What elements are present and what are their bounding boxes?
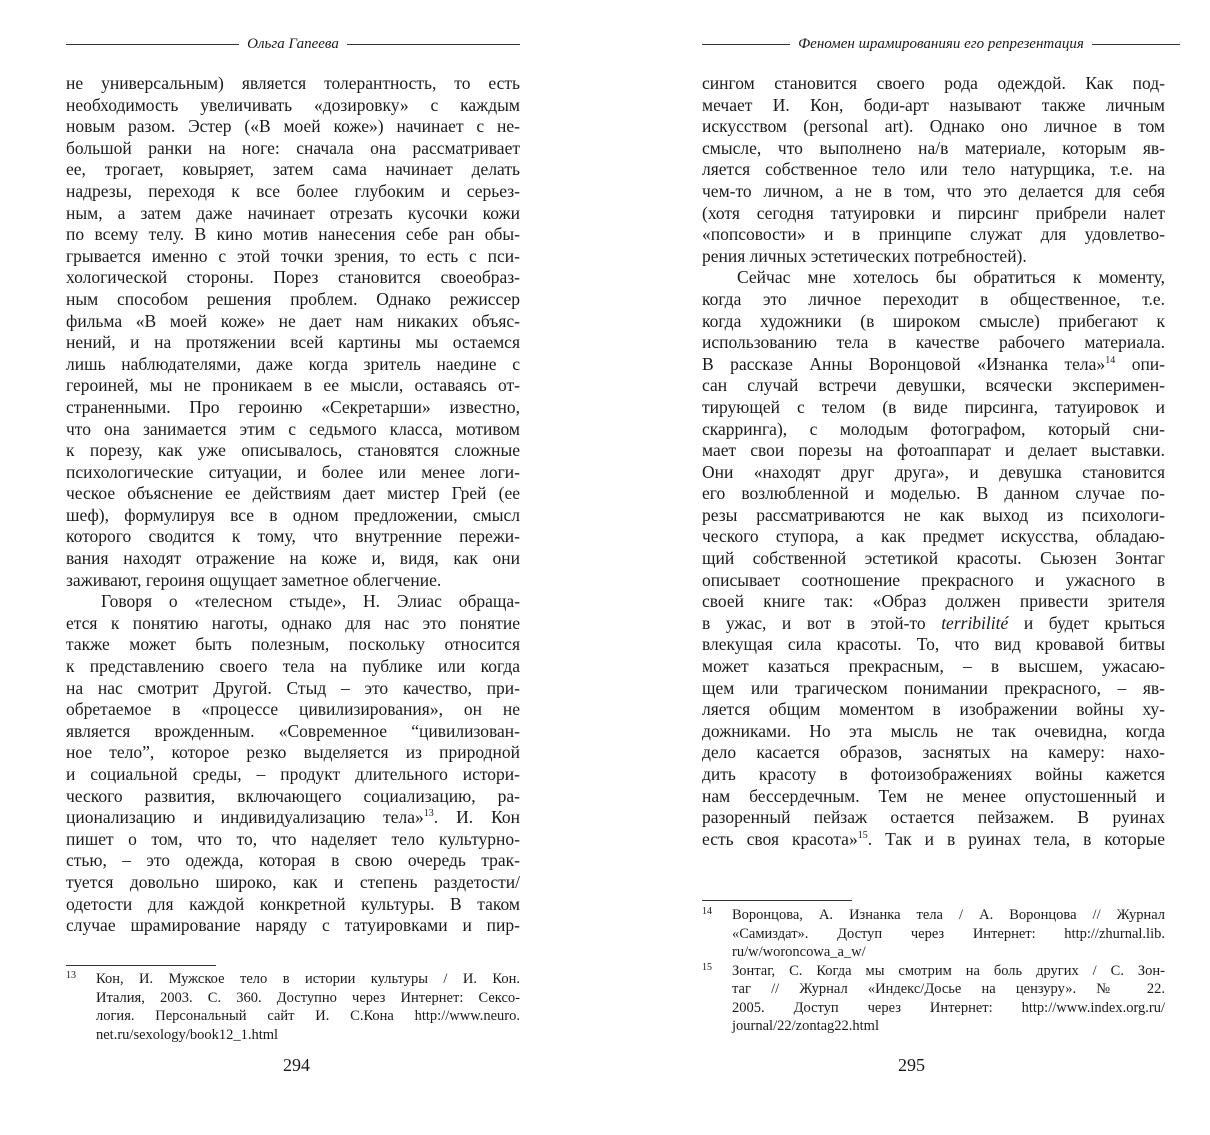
text-line: и социальной среды, – продукт длительного истори- bbox=[66, 764, 520, 784]
text-line: туется довольно широко, как и степень раздетости/ bbox=[66, 871, 520, 892]
text-line: большой ранки на ноге: сначала она рассматривает bbox=[66, 137, 520, 158]
text-line: резы рассматриваются не как выход из психологи- bbox=[702, 504, 1165, 525]
text-line: дить красоту в фотоизображениях войны кажется bbox=[702, 764, 1165, 784]
text-line: психологические ситуации, и более или менее логи- bbox=[66, 461, 520, 482]
footnote-line: таг // Журнал «Индекс/Досье на цензуру». № 22. bbox=[732, 981, 1165, 997]
footnote-text: Воронцова, А. Изнанка тела / А. Воронцова // Журнал bbox=[732, 907, 1165, 923]
footnote-13 bbox=[66, 970, 520, 989]
italic-term: terribilité bbox=[941, 612, 1009, 633]
text-line: тирующей с телом (в виде пирсинга, татуировок и bbox=[702, 396, 1165, 417]
text-run: в ужас, и вот в этой-то bbox=[702, 612, 926, 633]
text-line: ческого развития, включающего социализацию, ра- bbox=[66, 785, 520, 806]
text-line: Сейчас мне хотелось бы обратиться к моменту, bbox=[737, 267, 1165, 288]
footnote-line: ru/w/woroncowa_a_w/ bbox=[732, 944, 866, 960]
text-line: сан случай встречи девушки, всячески эксперимен- bbox=[702, 375, 1165, 396]
running-head bbox=[66, 36, 520, 53]
text-line: ное тело”, которое резко выделяется из природной bbox=[66, 742, 520, 763]
text-line: по всему телу. В кино мотив нанесения себе ран обы- bbox=[66, 224, 520, 245]
footnote-ref: 14 bbox=[1105, 354, 1116, 366]
footnote-number: 14 bbox=[702, 906, 712, 917]
footnote-line: journal/22/zontag22.html bbox=[732, 1018, 879, 1034]
footnote-line: логия. Персональный сайт И. С.Кона http://www.neuro. bbox=[96, 1008, 520, 1024]
header-rule bbox=[347, 44, 520, 45]
text-run: В рассказе Анны Воронцовой «Изнанка тела» bbox=[702, 353, 1106, 374]
text-line: одетости для каждой конкретной культуры. В таком bbox=[66, 893, 520, 914]
text-line: фильма «В моей коже» не дает нам никаких объяс- bbox=[66, 310, 520, 331]
text-line: своей книге так: «Образ должен привести зрителя bbox=[702, 591, 1165, 612]
footnote-text: Зонтаг, С. Когда мы смотрим на боль других / С. Зон- bbox=[732, 962, 1165, 979]
text-line: «попсовости» и в принципе служат для удовлетво- bbox=[702, 224, 1165, 245]
footnote-number: 13 bbox=[66, 970, 76, 981]
text-line: ным способом решения проблем. Однако режиссер bbox=[66, 288, 520, 309]
text-line: может казаться прекрасным, – в высшем, ужасаю- bbox=[702, 656, 1165, 677]
text-line: к представлению своего тела на публике или когда bbox=[66, 656, 520, 677]
text-line: случае шрамирование наряду с татуировками и пир- bbox=[66, 915, 520, 936]
text-line: которого сводится к тому, что внутренние пережи- bbox=[66, 526, 520, 547]
text-line: искусством (personal art). Однако оно личное в том bbox=[702, 116, 1165, 137]
text-line: его возлюбленной и моделью. В данном случае по- bbox=[702, 483, 1165, 504]
text-line: сингом становится своего рода одеждой. Как под- bbox=[702, 73, 1165, 93]
text-line: на нас смотрит Другой. Стыд – это качество, при- bbox=[66, 677, 520, 698]
header-rule bbox=[1092, 44, 1180, 45]
text-line: пишет о том, что то, что наделяет тело культурно- bbox=[66, 828, 520, 849]
text-line: Они «находят друг друга», и девушка становится bbox=[702, 461, 1165, 482]
text-line: влекущая сила красоты. То, что вид кровавой битвы bbox=[702, 634, 1165, 655]
chapter-title: Феномен шрамированияи его репрезентация bbox=[798, 36, 1084, 52]
text-line: шеф), формулируя все в одном предложении, смысл bbox=[66, 504, 520, 525]
text-line: (хотя сегодня татуировки и пирсинг прибрели налет bbox=[702, 202, 1165, 223]
text-line: чем-то личном, а не в том, что это делается для себя bbox=[702, 180, 1165, 201]
text-line bbox=[702, 613, 1165, 635]
text-line: необходимость увеличивать «дозировку» с каждым bbox=[66, 94, 520, 115]
text-line: является врожденным. «Современное “цивилизован- bbox=[66, 720, 520, 741]
text-line bbox=[702, 829, 1165, 851]
text-run: ционализацию и индивидуализацию тела» bbox=[66, 807, 424, 828]
text-run: . И. Кон bbox=[433, 807, 521, 828]
text-line: героиней, мы не проникаем в ее мысли, оставаясь от- bbox=[66, 375, 520, 396]
text-line: грывается именно с этой точки зрения, то есть с пси- bbox=[66, 245, 520, 266]
text-line: хологической стороны. Порез становится своеобраз- bbox=[66, 267, 520, 288]
text-line: щем или трагическом понимании прекрасного, – яв- bbox=[702, 677, 1165, 698]
text-line: ным, а затем даже начинает отрезать кусочки кожи bbox=[66, 202, 520, 223]
text-line bbox=[702, 354, 1165, 376]
text-line: ее, трогает, ковыряет, затем сама начинает делать bbox=[66, 159, 520, 180]
text-line: ческое объяснение ее действиям дает мистер Грей (ее bbox=[66, 483, 520, 504]
header-rule bbox=[66, 44, 239, 45]
footnote-ref: 15 bbox=[857, 829, 868, 841]
text-run: . Так и в руинах тела, в которые bbox=[867, 828, 1165, 849]
text-line: когда художники (в широком смысле) прибегают к bbox=[702, 310, 1165, 331]
text-line: ческого ступора, а как предмет искусства, обладаю- bbox=[702, 526, 1165, 547]
footnote-rule bbox=[66, 965, 216, 966]
text-line: описывает соотношение прекрасного и ужасного в bbox=[702, 569, 1165, 590]
text-line: ляется собственное тело или тело натурщика, т.е. на bbox=[702, 159, 1165, 180]
page-number: 295 bbox=[898, 1055, 925, 1075]
text-line: страненными. Про героиню «Секретарши» известно, bbox=[66, 396, 520, 417]
footnote-14 bbox=[702, 906, 1165, 925]
text-line: щий собственной эстетикой красоты. Сьюзен Зонтаг bbox=[702, 548, 1165, 569]
text-line: мечает И. Кон, боди-арт называют также личным bbox=[702, 94, 1165, 115]
footnote-line: net.ru/sexology/book12_1.html bbox=[96, 1026, 279, 1043]
text-line: дожниками. Но эта мысль не так очевидна, когда bbox=[702, 720, 1165, 741]
text-line: не универсальным) является толерантность, то есть bbox=[66, 73, 520, 93]
text-line: стью, – это одежда, которая в свою очередь трак- bbox=[66, 850, 520, 871]
text-line: когда это личное переходит в общественное, т.е. bbox=[702, 288, 1165, 309]
footnote-ref: 13 bbox=[423, 808, 434, 820]
text-line: надрезы, переходя к все более глубоким и серьез- bbox=[66, 180, 520, 201]
text-line: новым разом. Эстер («В моей коже») начинает с не- bbox=[66, 116, 520, 137]
footnote-rule bbox=[702, 900, 852, 901]
text-line: смысле, что выполнено на/в материале, которым яв- bbox=[702, 137, 1165, 158]
text-line: скарринга), с молодым фотографом, который сни- bbox=[702, 418, 1165, 439]
header-rule bbox=[702, 44, 790, 45]
text-line: вания находят отражение на коже и, видя, как они bbox=[66, 548, 520, 569]
body-text bbox=[66, 73, 520, 937]
text-line: разоренный пейзаж остается пейзажем. В руинах bbox=[702, 807, 1165, 828]
text-line: ется к понятию наготы, однако для нас это понятие bbox=[66, 612, 520, 633]
text-line: Говоря о «телесном стыде», Н. Элиас обраща- bbox=[101, 591, 520, 612]
text-line bbox=[66, 807, 520, 829]
text-line: дело касается образов, заснятых на камеру: нахо- bbox=[702, 742, 1165, 763]
text-line: лишь наблюдателями, даже когда зритель наедине с bbox=[66, 353, 520, 374]
footnote-line: «Самиздат». Доступ через Интернет: http://zhurnal.lib. bbox=[732, 925, 1165, 942]
text-line: использованию тела в качестве рабочего материала. bbox=[702, 332, 1165, 353]
page-number: 294 bbox=[283, 1055, 310, 1075]
text-line: обретаемое в «процессе цивилизирования», он не bbox=[66, 699, 520, 720]
right-page bbox=[605, 0, 1210, 1135]
text-line: нам бессердечным. Тем не менее опустошенный и bbox=[702, 785, 1165, 806]
text-run: и будет крыться bbox=[1008, 612, 1165, 633]
text-line: заживают, героиня ощущает заметное облегчение. bbox=[66, 569, 442, 590]
text-run: есть своя красота» bbox=[702, 828, 858, 849]
footnote-number: 15 bbox=[702, 961, 712, 973]
footnote-15 bbox=[702, 962, 1165, 981]
text-line: рения личных эстетических потребностей). bbox=[702, 245, 1027, 266]
text-line: ляется общим моментом в изображении войны ху- bbox=[702, 699, 1165, 720]
text-line: нений, и на протяжении всей картины мы остаемся bbox=[66, 332, 520, 353]
text-line: мает свои порезы на фотоаппарат и делает выставки. bbox=[702, 440, 1165, 461]
text-line: также может быть полезным, поскольку относится bbox=[66, 634, 520, 655]
footnotes bbox=[66, 970, 520, 1044]
text-line: к порезу, как уже описывалось, становятся сложные bbox=[66, 440, 520, 461]
text-line: что она занимается этим с седьмого класса, мотивом bbox=[66, 418, 520, 439]
footnote-text: Кон, И. Мужское тело в истории культуры / И. Кон. bbox=[96, 971, 520, 987]
footnote-line: Италия, 2003. С. 360. Доступно через Интернет: Сексо- bbox=[96, 989, 520, 1006]
author-name: Ольга Гапеева bbox=[247, 36, 339, 52]
footnotes bbox=[702, 906, 1165, 1036]
footnote-line: 2005. Доступ через Интернет: http://www.index.org.ru/ bbox=[732, 999, 1165, 1016]
body-text bbox=[702, 73, 1165, 850]
text-run: опи- bbox=[1115, 353, 1165, 374]
running-head bbox=[702, 36, 1180, 53]
